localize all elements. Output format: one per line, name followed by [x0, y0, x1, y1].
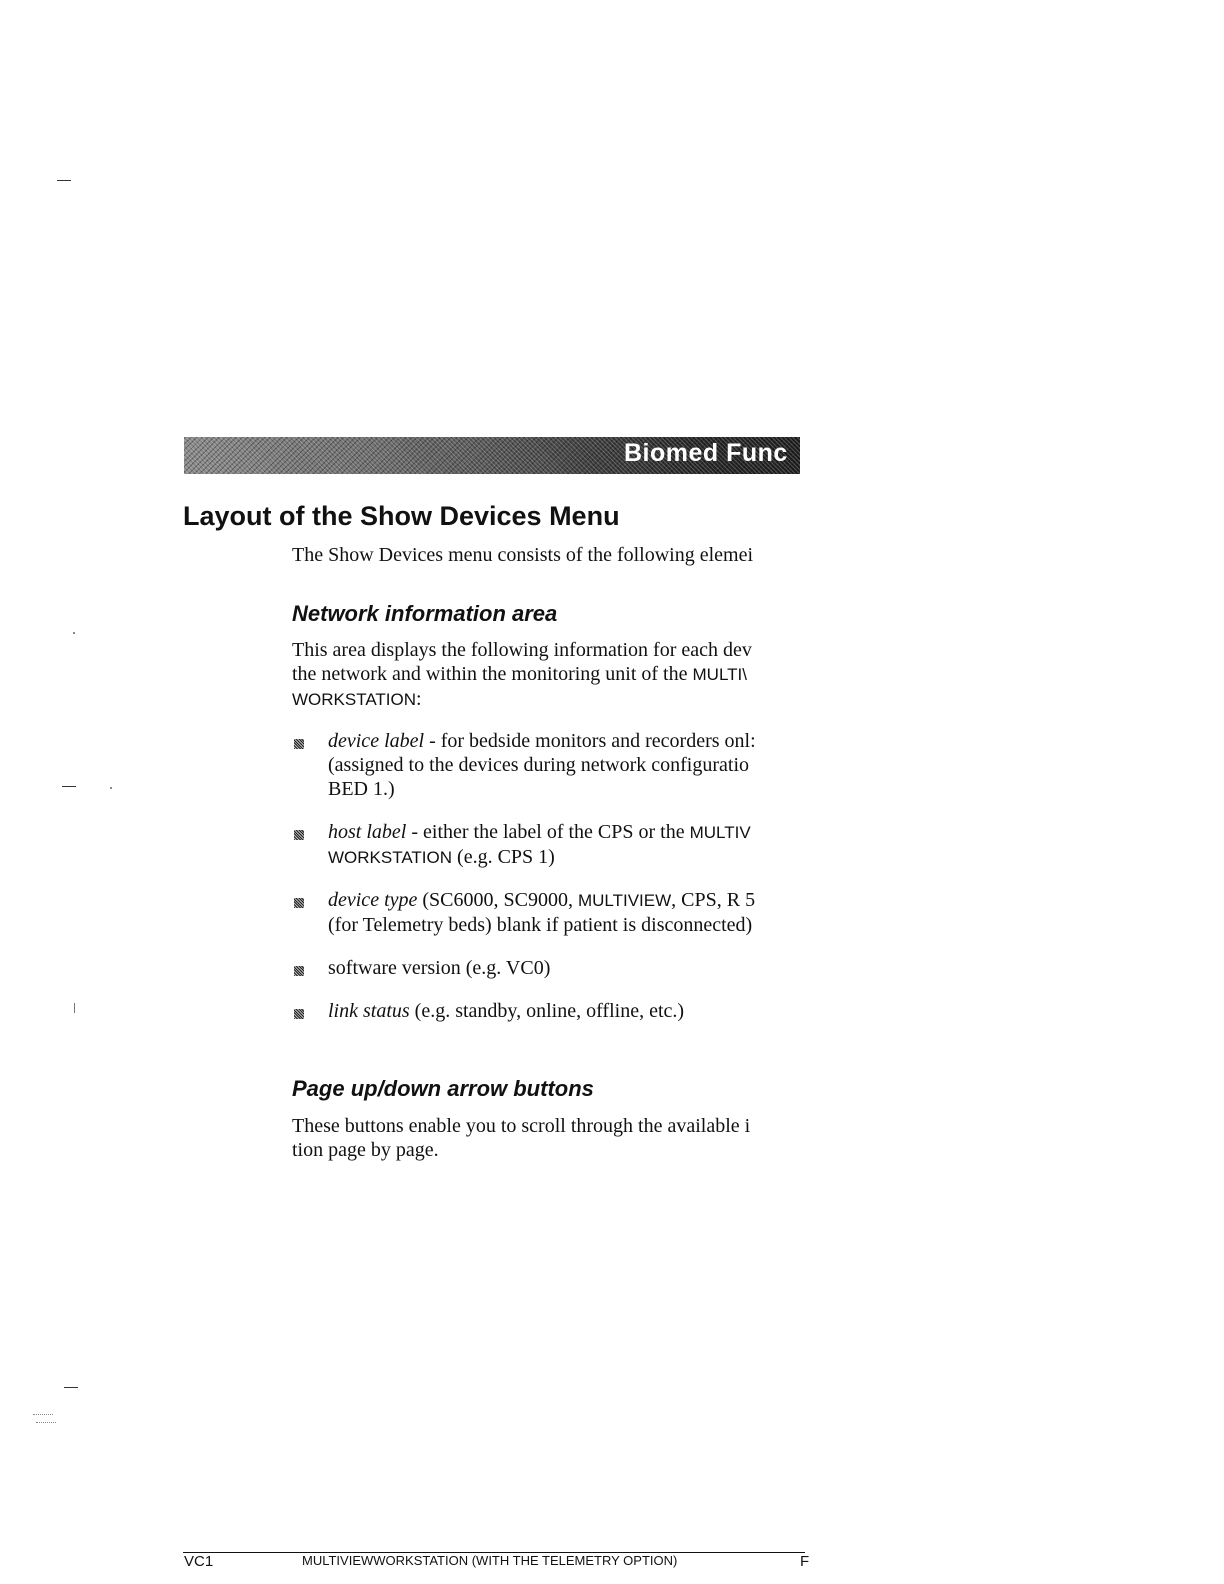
paragraph-line: tion page by page. — [292, 1139, 439, 1161]
page-buttons-paragraph — [292, 1114, 802, 1162]
network-line: This area displays the following information for each dev — [292, 639, 752, 661]
item-line — [328, 888, 802, 913]
item-term: device type — [328, 889, 418, 911]
network-heading: Network information area — [292, 601, 558, 626]
paragraph-line: These buttons enable you to scroll through the available i — [292, 1115, 751, 1137]
margin-dot — [73, 632, 75, 634]
bullet-icon — [294, 739, 304, 749]
text-run: - for bedside monitors and recorders onl: — [424, 730, 756, 752]
item-line: BED 1.) — [328, 778, 395, 800]
footer-left: VC1 — [184, 1553, 214, 1570]
text-run: , CPS, R 5 — [671, 889, 756, 911]
network-paragraph — [292, 638, 802, 712]
bullet-icon — [294, 966, 304, 976]
list-item — [328, 888, 802, 937]
banner-title: Biomed Func — [624, 439, 788, 467]
network-line — [292, 662, 802, 687]
item-line: (assigned to the devices during network configuratio — [328, 754, 749, 776]
item-line — [328, 729, 802, 753]
margin-mark — [64, 1387, 78, 1388]
text-run: : — [416, 688, 422, 710]
text-run: the network and within the monitoring unit of the — [292, 663, 693, 685]
item-term: device label — [328, 730, 425, 752]
footer-center: MULTIVIEWWORKSTATION (WITH THE TELEMETRY OPTION) — [302, 1553, 678, 1568]
section-banner — [184, 437, 800, 474]
bullet-icon — [294, 898, 304, 908]
product-name: WORKSTATION — [328, 848, 453, 867]
list-item — [328, 999, 802, 1023]
item-line: (for Telemetry beds) blank if patient is disconnected) — [328, 914, 753, 936]
text-run: - either the label of the CPS or the — [406, 821, 690, 843]
product-name: MULTI\ — [692, 665, 747, 684]
item-term: link status — [328, 1000, 410, 1022]
item-line — [328, 999, 802, 1023]
item-line — [328, 845, 802, 870]
item-term: host label — [328, 821, 407, 843]
product-name: MULTIVIEW — [577, 891, 672, 910]
item-line — [328, 820, 802, 845]
footer-right: F — [800, 1553, 810, 1570]
list-item — [328, 956, 802, 980]
list-item — [328, 820, 802, 870]
margin-tick — [74, 1003, 75, 1013]
text-run: (e.g. standby, online, offline, etc.) — [409, 1000, 685, 1022]
text-run: (SC6000, SC9000, — [417, 889, 578, 911]
product-name: MULTIV — [689, 823, 751, 842]
bullet-icon — [294, 1009, 304, 1019]
text-run: (e.g. CPS 1) — [452, 846, 555, 868]
page-buttons-heading: Page up/down arrow buttons — [292, 1076, 594, 1101]
margin-mark — [62, 786, 76, 787]
item-line: software version (e.g. VC0) — [328, 957, 551, 979]
margin-dot — [110, 787, 112, 789]
bullet-icon — [294, 830, 304, 840]
list-item — [328, 729, 802, 801]
page-title: Layout of the Show Devices Menu — [183, 501, 620, 531]
network-line — [292, 687, 802, 712]
margin-mark — [57, 180, 71, 181]
margin-dots — [33, 1414, 53, 1416]
product-name: WORKSTATION — [292, 690, 417, 709]
intro-text: The Show Devices menu consists of the following elemei — [292, 544, 754, 566]
margin-dots — [36, 1422, 56, 1424]
